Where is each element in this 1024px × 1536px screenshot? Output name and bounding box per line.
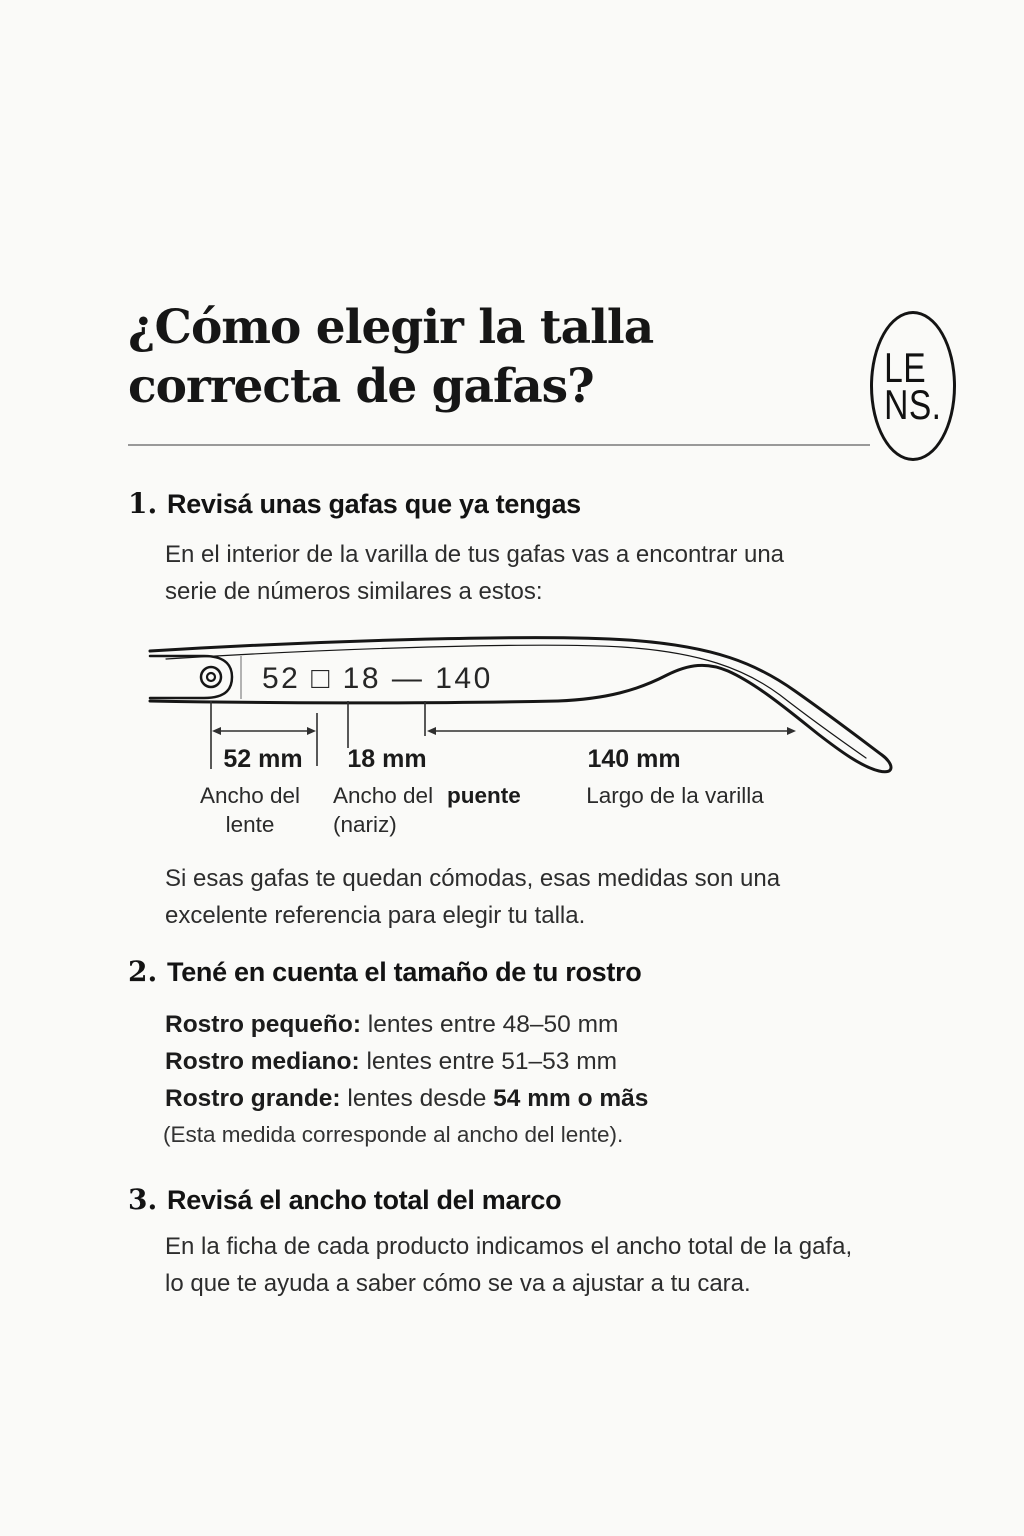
page-title-line1: ¿Cómo elegir la talla <box>128 300 654 355</box>
temple-arrow-left-head-icon <box>427 727 436 735</box>
bridge-label-line2: (nariz) <box>333 812 397 837</box>
lens-logo-text <box>884 344 942 428</box>
header-divider <box>128 444 870 446</box>
lens-arrow-left-head-icon <box>212 727 221 735</box>
face-size-row-large <box>165 1080 648 1117</box>
lens-width-value: 52 mm <box>223 745 303 773</box>
face-size-label-large: Rostro grande: <box>165 1085 341 1112</box>
section1-intro-line1: En el interior de la varilla de tus gafas vas a encontrar una <box>165 541 785 568</box>
temple-length-value: 140 mm <box>587 745 681 773</box>
section1-intro-line2: serie de números similares a estos: <box>165 578 543 605</box>
section1-outro <box>165 860 780 934</box>
section2-heading <box>128 955 642 988</box>
lens-logo-line1: LE <box>884 344 927 391</box>
bridge-label-bold: puente <box>447 783 521 808</box>
lens-width-label-line1: Ancho del <box>199 783 301 808</box>
page-title-line2: correcta de gafas? <box>128 359 594 414</box>
section1-outro-line2: excelente referencia para elegir tu talla. <box>165 902 586 929</box>
temple-arrow-right-head-icon <box>787 727 796 735</box>
temple-length-label: Largo de la varilla <box>586 783 764 808</box>
section1-heading <box>128 487 581 520</box>
section3-heading <box>128 1183 561 1216</box>
hinge-screw-icon <box>201 667 221 687</box>
hinge-screw-center-icon <box>207 673 215 681</box>
face-size-row-medium <box>165 1043 648 1080</box>
section3-body-line1: En la ficha de cada producto indicamos el ancho total de la gafa, <box>165 1233 853 1260</box>
bridge-width-value: 18 mm <box>347 745 427 773</box>
section3-number: 3. <box>128 1183 158 1216</box>
glasses-temple-diagram <box>0 615 1024 860</box>
temple-size-marking: 52 □ 18 — 140 <box>262 662 493 695</box>
section3-body <box>165 1228 852 1302</box>
hinge-end-cap <box>150 656 232 698</box>
face-size-label-medium: Rostro mediano: <box>165 1048 360 1075</box>
section1-intro <box>165 536 784 610</box>
face-size-label-small: Rostro pequeño: <box>165 1011 361 1038</box>
face-size-text-medium: lentes entre 51–53 mm <box>359 1048 618 1075</box>
face-size-list <box>165 1006 648 1117</box>
section1-outro-line1: Si esas gafas te quedan cómodas, esas medidas son una <box>165 865 781 892</box>
face-size-note: (Esta medida corresponde al ancho del lente). <box>163 1122 624 1147</box>
section3-title: Revisá el ancho total del marco <box>167 1185 562 1215</box>
bridge-label-regular: Ancho del <box>333 783 434 808</box>
face-size-text-large: lentes desde <box>340 1085 494 1112</box>
lens-arrow-right-head-icon <box>307 727 316 735</box>
section2-title: Tené en cuenta el tamaño de tu rostro <box>167 957 642 987</box>
face-size-bold-tail-large: 54 mm o mãs <box>493 1085 649 1112</box>
lens-logo-line2: NS. <box>884 381 942 428</box>
face-size-row-small <box>165 1006 648 1043</box>
section2-number: 2. <box>128 955 158 988</box>
lens-width-label-line2: lente <box>225 812 275 837</box>
section3-body-line2: lo que te ayuda a saber cómo se va a ajustar a tu cara. <box>165 1270 751 1297</box>
face-size-text-small: lentes entre 48–50 mm <box>361 1011 619 1038</box>
section1-number: 1. <box>128 487 158 520</box>
page-title <box>128 298 653 416</box>
lens-logo <box>870 311 956 461</box>
section1-title: Revisá unas gafas que ya tengas <box>167 489 581 519</box>
